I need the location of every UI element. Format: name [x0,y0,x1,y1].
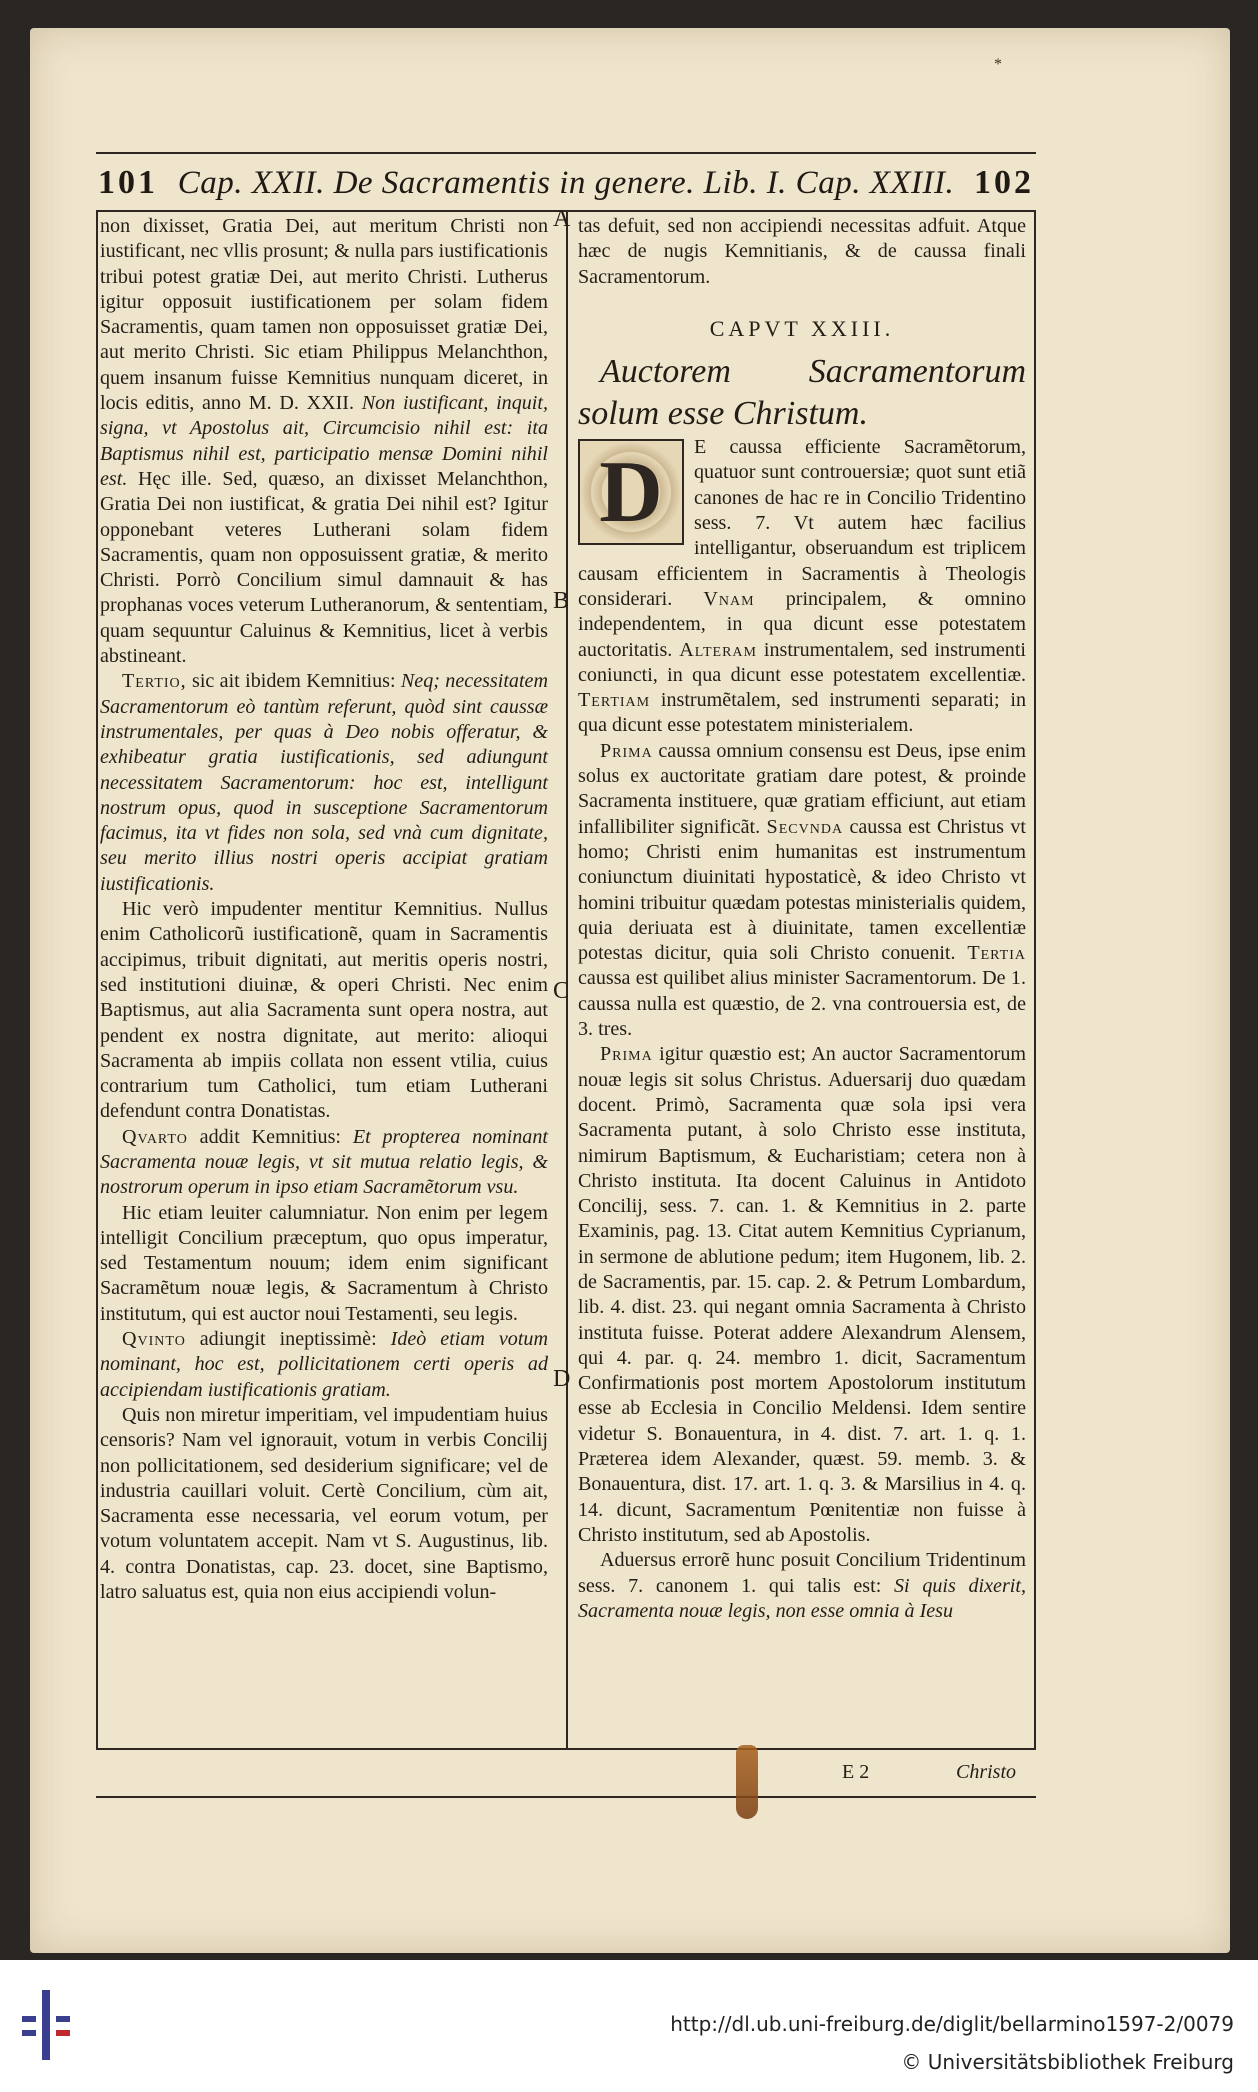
running-title: Cap. XXII. De Sacramentis in genere. Lib. I. Cap. XXIII. [177,164,955,201]
paragraph: D E caussa efficiente Sacramẽtorum, quatuor sunt controuersiæ; quot sunt etiã canones de hac re in Concilio Tridentino sess. 7. Vt autem hæc facilius intelligantur, obseruandum est triplicem causam efficientem in Sacramentis à Theologis considerari. Vnam principalem, & omnino independentem, in qua dicunt esse potestatem auctoritatis. Alteram instrumentalem, sed instrumenti coniuncti, in qua dicunt esse potestatem excellentiæ. Tertiam instrumẽtalem, sed instrumenti separati; in qua dicunt esse potestatem ministerialem. [578,436,1026,737]
margin-letter-c: C [553,978,570,1004]
margin-letter-b: B [553,588,570,614]
chapter-title: Auctorem Sacramentorum solum esse Christum. [578,353,1026,433]
paragraph: Hic verò impudenter mentitur Kemnitius. Nullus enim Catholicorũ iustificationẽ, quam in Sacramentis accipimus, tribuit dignitati, aut meritis operis nostri, sed institutioni diuinæ, & operi Christi. Nec enim Baptismus, aut alia Sacramenta sunt opera nostra, aut pendent ex nostra dignitate, aut merito: alioqui Sacramenta ab impiis collata non essent vtilia, cuius contrarium tum Catholici, tum etiam Lutherani defendunt contra Donatistas. [100,898,548,1123]
copyright-notice: © Universitätsbibliothek Freiburg [901,2050,1234,2074]
dropcap-initial: D [578,439,684,545]
signature-mark: E 2 [842,1761,870,1783]
left-column [100,214,548,1605]
ornament-mark: * [994,56,1002,73]
paragraph: Qvinto adiungit ineptissimè: Ideò etiam votum nominant, hoc est, pollicitationem certi operis ad accipiendam iustificationis gratiam. [100,1328,548,1401]
paragraph: Aduersus errorẽ hunc posuit Concilium Tridentinum sess. 7. canonem 1. qui talis est: Si quis dixerit, Sacramenta nouæ legis, non esse omnia à Iesu [578,1549,1026,1622]
right-frame-rule [1034,210,1036,1748]
footer-rule [96,1796,1036,1798]
running-header [98,158,1034,208]
ink-stain [736,1745,758,1819]
permalink-url[interactable]: http://dl.ub.uni-freiburg.de/diglit/bellarmino1597-2/0079 [670,2012,1234,2036]
paragraph: Prima caussa omnium consensu est Deus, ipse enim solus ex auctoritate gratiam dare potest, & proinde Sacramenta instituere, quæ gratiam efficiunt, aut etiam infallibiliter significãt. Secvnda caussa est Christus vt homo; Christi enim humanitas est instrumentum coniunctum diuinitati hypostaticè, & ideo Christo vt homini tribuitur quædam potestas ministerialis quidem, quia deriuata est à diuinitate, tamen excellentiæ potestas dicitur, quia soli Christo conuenit. Tertia caussa est quilibet alius minister Sacramentorum. De 1. caussa nulla est quæstio, de 2. vna controuersia est, de 3. tres. [578,739,1026,1041]
catchword: Christo [956,1761,1017,1783]
left-frame-rule [96,210,98,1748]
paragraph: Quis non miretur imperitiam, vel impudentiam huius censoris? Nam vel ignorauit, votum in verbis Concilij non pollicitationem, sed desiderium significare; vel de industria cauillari voluit. Certè Concilium, cùm ait, Sacramenta esse necessaria, vel eorum votum, per votum voluntatem accepit. Nam vt S. Augustinus, lib. 4. contra Donatistas, cap. 23. docet, sine Baptismo, latro saluatus est, quia non eius accipiendi volun- [100,1403,548,1604]
right-column [578,214,1026,1624]
top-rule [96,152,1036,154]
paragraph: non dixisset, Gratia Dei, aut meritum Christi non iustificant, nec vllis prosunt; & nulla pars iustificationis tribui potest gratiæ Dei, aut merito Christi. Lutherus igitur opposuit iustificationem per solam fidem Sacramentis, quam tamen non opposuisset gratiæ Dei, aut merito Christi. Sic etiam Philippus Melanchthon, quem insanum fuisse Kemnitius nunquam diceret, in locis editis, anno M. D. XXII. Non iustificant, inquit, signa, vt Apostolus ait, Circumcisio nihil est: ita Baptismus nihil est, participatio mensæ Domini nihil est. Hęc ille. Sed, quæso, an dixisset Melanchthon, Gratia Dei non iustificat, & gratia Dei nihil est? Igitur opponebant veteres Lutherani solam fidem Sacramentis, quam non opposuissent gratiæ, & merito Christi. Porrò Concilium simul damnauit & has prophanas voces veterum Lutheranorum, & sententiam, quam sequuntur Caluinus & Kemnitius, licet à verbis abstineant. [100,215,549,668]
bottom-rule [96,1748,1036,1750]
page-number-left: 101 [98,164,158,201]
paragraph: Prima igitur quæstio est; An auctor Sacramentorum nouæ legis sit solus Christus. Aduersarij duo quædam docent. Primò, Sacramenta quæ sola ipsi vera Sacramenta putant, à solo Christo esse instituta, nimirum Baptismum, & Eucharistiam; cetera non à Christo instituta. Ita docent Caluinus in Antidoto Concilij, sess. 7. can. 1. & Kemnitius in 2. parte Examinis, pag. 13. Citat autem Kemnitius Cyprianum, in sermone de ablutione pedum; item Hugonem, lib. 2. de Sacramentis, par. 15. cap. 2. & Petrum Lombardum, lib. 4. dist. 23. qui negant omnia Sacramenta à Christo instituta fuisse. Poterat addere Alexandrum Alensem, qui 4. par. q. 24. membro 1. dicit, Sacramentum Confirmationis post mortem Apostolorum institutum esse ab Ecclesia in Concilio Meldensi. Idem sentire videtur S. Bonauentura, in 4. dist. 7. art. 1. q. 1. Præterea idem Alexander, quæst. 59. memb. 3. & Bonauentura, dist. 17. art. 1. q. 3. & Marsilius in 4. q. 14. dicunt, Sacramentum Pœnitentiæ non fuisse à Christo institutum, sed ab Apostolis. [578,1043,1026,1546]
paragraph: tas defuit, sed non accipiendi necessitas adfuit. Atque hæc de nugis Kemnitianis, & de caussa finali Sacramentorum. [578,215,1026,288]
margin-letter-d: D [553,1366,571,1392]
margin-letter-a: A [553,206,571,232]
paragraph: Tertio, sic ait ibidem Kemnitius: Neq; necessitatem Sacramentorum eò tantùm referunt, quòd sint caussæ instrumentales, per quas à Deo nobis offeratur, & exhibeatur gratia iustificationis, sed adiungunt necessitatem Sacramentorum: hoc est, intelligunt nostrum opus, quod in susceptione Sacramentorum facimus, ita vt fides non sola, sed vnà cum dignitate, seu merito illius nostri operis accipiat gratiam iustificationis. [100,670,548,895]
library-logo-icon [22,1990,72,2060]
paragraph: Qvarto addit Kemnitius: Et propterea nominant Sacramenta nouæ legis, vt sit mutua relatio legis, & nostrorum operum in ipso etiam Sacramẽtorum vsu. [100,1125,548,1199]
chapter-heading: CAPVT XXIII. [709,315,895,341]
page-number-right: 102 [974,164,1034,201]
paragraph: Hic etiam leuiter calumniatur. Non enim per legem intelligit Concilium præceptum, quo opus imperatur, sed Testamentum nouum; idem enim significant Sacramẽtum nouæ legis, & Sacramentum à Christo institutum, qui est auctor noui Testamenti, seu legis. [100,1201,548,1325]
